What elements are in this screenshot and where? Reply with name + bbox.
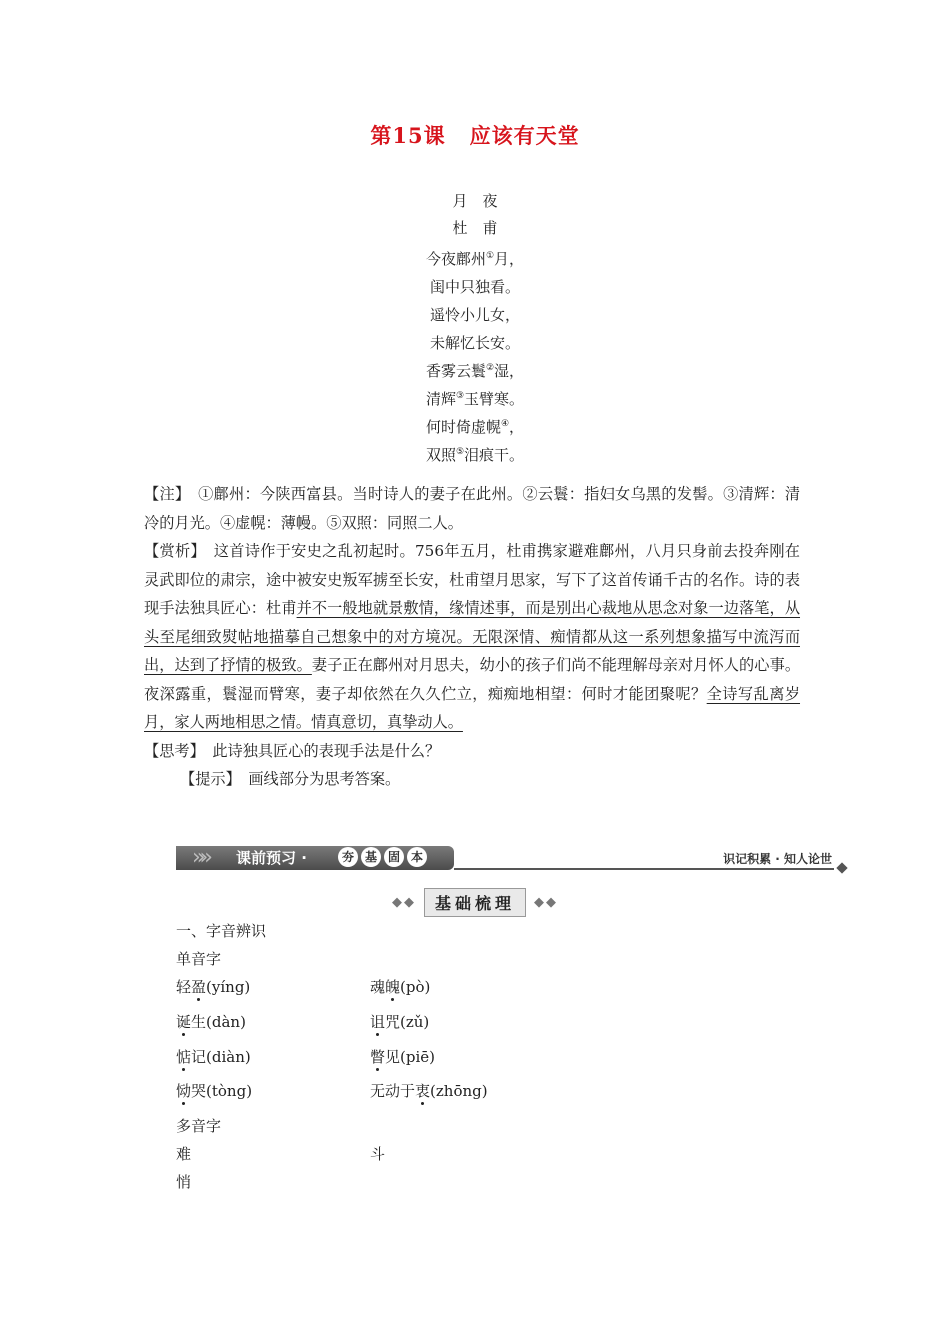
diamond-icon: ◆◆: [534, 895, 558, 910]
poem-line: 香雾云鬟②湿，: [425, 362, 525, 380]
badge: 夯: [338, 847, 358, 867]
notes: 【注】 ①鄜州：今陕西富县。当时诗人的妻子在此州。②云鬟：指妇女乌黑的发髻。③清辉：清冷的月光。④虚幌：薄幔。⑤双照：同照二人。: [144, 485, 801, 532]
section-banner: [176, 844, 848, 874]
double-chevron-icon: »»: [192, 845, 207, 870]
diamond-icon: ◆◆: [391, 895, 416, 910]
badge: 固: [384, 847, 404, 867]
vocab-item: 恸哭(tòng): [176, 1082, 253, 1100]
multi-item: 难: [176, 1145, 192, 1163]
poem-line: 清辉③玉臂寒。: [425, 390, 525, 408]
poem-lines: [0, 242, 950, 464]
poem-title: 月 夜: [452, 192, 498, 210]
vocab-item: 诞生(dàn): [176, 1013, 246, 1031]
multi-item: 斗: [370, 1145, 386, 1163]
section-title: 基础梳理: [424, 888, 526, 917]
lesson-number: 第15课: [370, 123, 446, 148]
underlined-answer-2: 全诗写乱离岁月，家人两地相思之情。情真意切，真挚动人。: [144, 684, 801, 731]
vocab-item: 魂魄(pò): [370, 978, 431, 996]
lesson-name: 应该有天堂: [469, 123, 580, 148]
vocab-item: 惦记(diàn): [176, 1048, 251, 1066]
badge: 本: [407, 847, 427, 867]
vocab-item: 诅咒(zǔ): [370, 1013, 430, 1031]
vocab-item: 轻盈(yíng): [176, 978, 251, 996]
single-label: 单音字: [176, 950, 222, 968]
poem-line: 今夜鄜州①月，: [425, 250, 525, 268]
underlined-answer-1: 并不一般地就景敷情，缘情述事，而是别出心裁地从思念对象一边落笔，从头至尾细致熨帖地描摹自己想象中的对方境况。无限深情、痴情都从这一系列想象描写中流泻而出，达到了抒情的极致。: [144, 599, 801, 674]
badge: 基: [361, 847, 381, 867]
vocab-item: 瞥见(piē): [370, 1048, 435, 1066]
multi-item: 悄: [176, 1173, 192, 1191]
diamond-icon: [836, 862, 847, 873]
poem-author: 杜 甫: [452, 219, 498, 237]
section-heading: [0, 888, 950, 917]
poem-line: 未解忆长安。: [429, 334, 520, 352]
think: 【思考】 此诗独具匠心的表现手法是什么？: [144, 741, 441, 760]
commentary: [144, 480, 800, 794]
lesson-title: [0, 120, 950, 150]
poem-line: 双照⑤泪痕干。: [425, 446, 525, 464]
banner-rule: [454, 868, 834, 870]
poem-line: 闺中只独看。: [429, 278, 520, 296]
banner-badges: [338, 847, 427, 867]
poem-line: 何时倚虚幌④，: [425, 418, 525, 436]
multi-label: 多音字: [176, 1117, 222, 1135]
vocab-item: 无动于衷(zhōng): [370, 1082, 488, 1100]
banner-right-text: 识记积累 · 知人论世: [723, 852, 832, 866]
poem: [0, 188, 950, 464]
banner-label: 课前预习 ·: [236, 849, 307, 867]
appreciation: 【赏析】 这首诗作于安史之乱初起时。756年五月，杜甫携家避难鄜州，八月只身前去投奔刚在灵武即位的肃宗，途中被安史叛军掳至长安，杜甫望月思家，写下了这首传诵千古的名作。诗的表现手法独具匠心：杜甫并不一般地就景敷情，缘情述事，而是别出心裁地从思念对象一边落笔，从头至尾细致熨帖地描摹自己想象中的对方境况。无限深情、痴情都从这一系列想象描写中流泻而出，达到了抒情的极致。妻子正在鄜州对月思夫，幼小的孩子们尚不能理解母亲对月怀人的心事。夜深露重，鬟湿而臂寒，妻子却依然在久久伫立，痴痴地相望：何时才能团聚呢？全诗写乱离岁月，家人两地相思之情。情真意切，真挚动人。: [144, 542, 801, 731]
heading-pronunciation: 一、字音辨识: [176, 922, 267, 940]
poem-line: 遥怜小儿女，: [429, 306, 520, 324]
hint: 【提示】 画线部分为思考答案。: [180, 770, 401, 788]
